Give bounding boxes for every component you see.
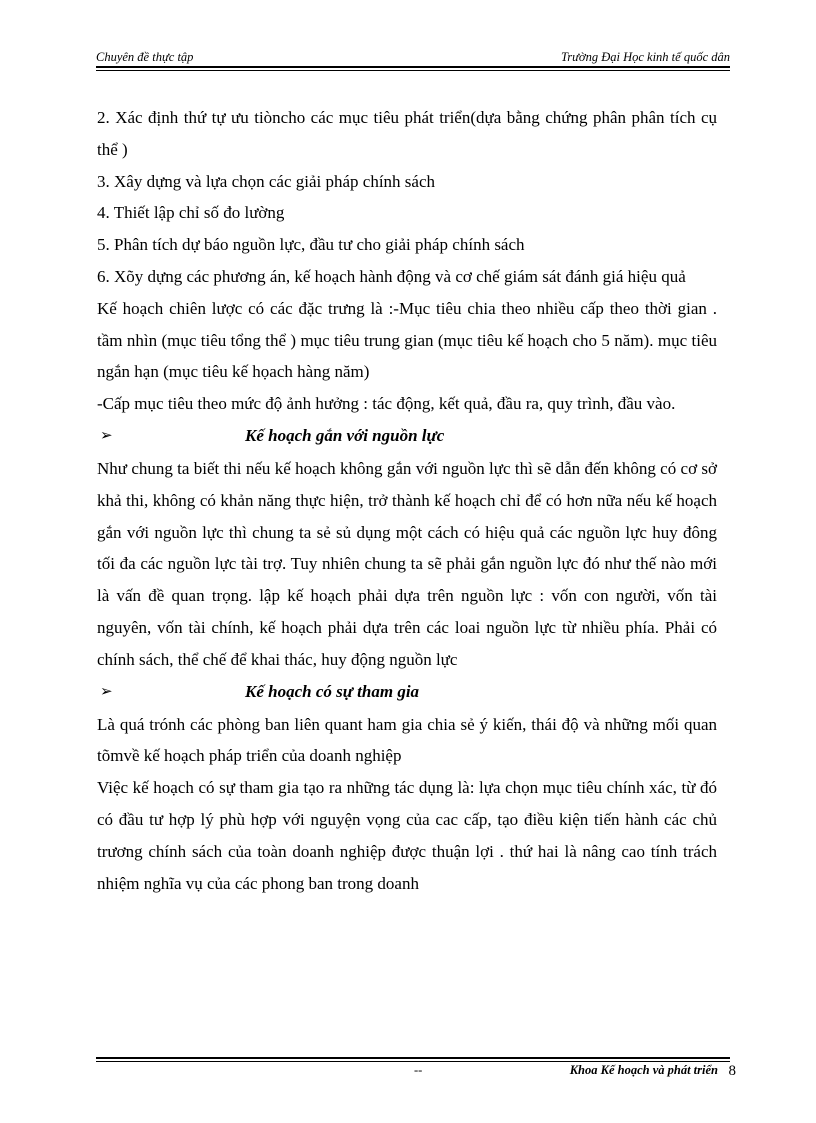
paragraph-goal-levels: -Cấp mục tiêu theo mức độ ảnh hưởng : tác động, kết quả, đầu ra, quy trình, đầu vào. bbox=[97, 394, 676, 414]
footer-rule bbox=[96, 1057, 730, 1062]
section-heading-participation bbox=[97, 676, 717, 709]
footer-department: Khoa Kế hoạch và phát triển bbox=[569, 1063, 718, 1077]
paragraph-step-2: 2. Xác định thứ tự ưu tiòncho các mục tiêu phát triển(dựa bằng chứng phân phân tích cụ thể ) bbox=[97, 108, 717, 159]
paragraph-step-3: 3. Xây dựng và lựa chọn các giải pháp chính sách bbox=[97, 171, 436, 191]
paragraph-participation-definition: Là quá trónh các phòng ban liên quant ham gia chia sẻ ý kiến, thái độ và những mối quan tõmvề kế hoạch pháp triển của doanh nghiệp bbox=[97, 714, 717, 766]
section-heading-resources bbox=[97, 420, 717, 453]
header-rule bbox=[96, 66, 730, 71]
heading-text: Kế hoạch có sự tham gia bbox=[245, 681, 420, 701]
arrow-bullet-icon: ➢ bbox=[100, 425, 113, 444]
footer-mid-text: -- bbox=[414, 1063, 423, 1077]
heading-text: Kế hoạch gắn với nguồn lực bbox=[245, 425, 445, 445]
header-right-text: Trường Đại Học kinh tế quốc dân bbox=[560, 50, 730, 64]
paragraph-resources: Như chung ta biết thi nếu kế hoạch không gắn với nguồn lực thì sẽ dẫn đến không có cơ sở khả thi, không có khản năng thực hiện, trở thành kế hoạch chỉ để có hơn nữa nếu kế hoạch gắn với nguồn lực thì chung ta sẻ sủ dụng một cách có hiệu quả các nguồn lực huy đông tối đa các nguồn lực tài trợ. Tuy nhiên chung ta sẽ phải gắn nguồn lực đó như thế nào mới là vấn đề quan trọng. lập kế hoạch phải dựa trên nguồn lực : vốn con người, vốn tài nguyên, vốn tài chính, kế hoạch phải dựa trên các loai nguồn lực từ nhiều phía. Phải có chính sách, thể chế để khai thác, huy động nguồn lực bbox=[97, 458, 717, 669]
document-body bbox=[97, 102, 717, 899]
paragraph-participation-effects: Việc kế hoạch có sự tham gia tạo ra những tác dụng là: lựa chọn mục tiêu chính xác, từ đó có đầu tư hợp lý phù hợp với nguyện vọng của cac cấp, tạo điều kiện tiến hành các chủ trương chính sách của toàn doanh nghiệp được thuận lợi . thứ hai là nâng cao tính trách nhiệm nghĩa vụ của các phong ban trong doanh bbox=[97, 778, 717, 893]
paragraph-step-4: 4. Thiết lập chỉ số đo lường bbox=[97, 203, 285, 223]
paragraph-step-5: 5. Phân tích dự báo nguồn lực, đầu tư cho giải pháp chính sách bbox=[97, 235, 525, 255]
arrow-bullet-icon: ➢ bbox=[100, 681, 113, 700]
page-number: 8 bbox=[728, 1063, 736, 1079]
paragraph-step-6: 6. Xõy dựng các phương án, kế hoạch hành động và cơ chế giám sát đánh giá hiệu quả bbox=[97, 266, 686, 286]
header-left-text: Chuyên đề thực tập bbox=[96, 50, 194, 64]
paragraph-strategic-plan: Kế hoạch chiên lược có các đặc trưng là :-Mục tiêu chia theo nhiều cấp theo thời gian . tầm nhìn (mục tiêu tổng thể ) mục tiêu trung gian (mục tiêu kế hoạch cho 5 năm). mục tiêu ngắn hạn (mục tiêu kế họach hàng năm) bbox=[97, 298, 717, 382]
